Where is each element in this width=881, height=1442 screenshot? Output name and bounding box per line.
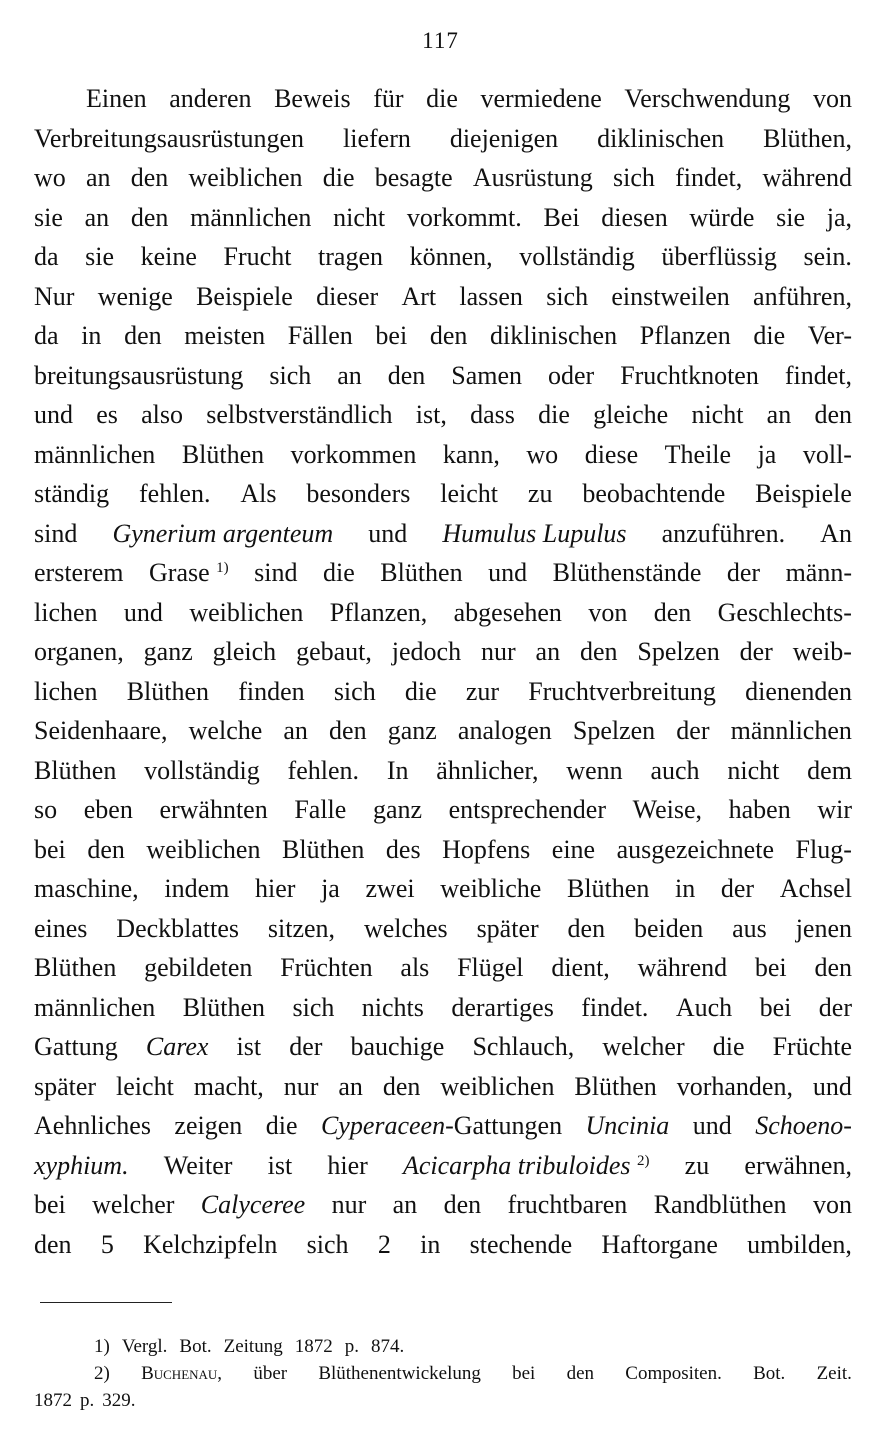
text-line: Seidenhaare, welche an den ganz analogen Spelzen der männlichen — [34, 716, 852, 745]
text-line: organen, ganz gleich gebaut, jedoch nur an den Spelzen der weib- — [34, 637, 852, 666]
text-line: xyphium. Weiter ist hier Acicarpha tribuloides $^{2)}$ zu erwähnen, — [34, 1146, 852, 1186]
body-text — [34, 79, 852, 1264]
text-line: Verbreitungsausrüstungen liefern diejenigen diklinischen Blüthen, — [34, 123, 852, 153]
text-line: den 5 Kelchzipfeln sich 2 in stechende Haftorgane umbilden, — [34, 1229, 852, 1259]
text-line: sie an den männlichen nicht vorkommt. Bei diesen würde sie ja, — [34, 202, 852, 232]
text-line: da sie keine Frucht tragen können, vollständig überflüssig sein. — [34, 242, 852, 271]
species-name: Acicarpha tribuloides — [403, 1150, 631, 1180]
footnote-1: 1) Vergl. Bot. Zeitung 1872 p. 874. — [94, 1336, 405, 1357]
text-line: männlichen Blüthen vorkommen kann, wo diese Theile ja voll- — [34, 439, 852, 469]
text-line: breitungsausrüstung sich an den Samen oder Fruchtknoten findet, — [34, 360, 852, 390]
text-line: da in den meisten Fällen bei den diklinischen Pflanzen die Ver- — [34, 321, 852, 350]
text-line: und es also selbstverständlich ist, dass die gleiche nicht an den — [34, 400, 852, 429]
species-name: Carex — [145, 1032, 209, 1061]
text-line: ständig fehlen. Als besonders leicht zu beobachtende Beispiele — [34, 479, 852, 508]
text-line: Nur wenige Beispiele dieser Art lassen sich einstweilen anführen, — [34, 281, 852, 311]
text-line: männlichen Blüthen sich nichts derartiges findet. Auch bei der — [34, 992, 852, 1022]
text-line: so eben erwähnten Falle ganz entsprechender Weise, haben wir — [34, 795, 852, 824]
species-name: Uncinia — [585, 1111, 670, 1140]
species-name: Gynerium argenteum — [112, 518, 334, 548]
text-line: eines Deckblattes sitzen, welches später den beiden aus jenen — [34, 913, 852, 943]
text-line: lichen Blüthen finden sich die zur Fruchtverbreitung dienenden — [34, 676, 852, 706]
page-number: 117 — [422, 28, 459, 53]
footnotes — [34, 1333, 852, 1414]
text-line: maschine, indem hier ja zwei weibliche Blüthen in der Achsel — [34, 874, 852, 903]
author-name: Buchenau, — [141, 1363, 223, 1384]
species-name: Schoeno- — [755, 1111, 852, 1140]
text-line: Blüthen gebildeten Früchten als Flügel dient, während bei den — [34, 953, 852, 982]
text-line: wo an den weiblichen die besagte Ausrüstung sich findet, während — [34, 163, 852, 192]
text-line: Gattung Carex ist der bauchige Schlauch, welcher die Früchte — [34, 1027, 852, 1067]
species-name: Cyperaceen — [320, 1111, 446, 1140]
species-name: xyphium. — [34, 1150, 129, 1180]
footnote-2: 2) Buchenau, über Blüthenentwickelung bei den Compositen. Bot. Zeit. — [34, 1360, 852, 1387]
species-name: Calyceree — [200, 1190, 306, 1219]
text-line: später leicht macht, nur an den weiblichen Blüthen vorhanden, und — [34, 1071, 852, 1101]
text-line: sind Gynerium argenteum und Humulus Lupulus anzuführen. An — [34, 514, 852, 554]
text-line: Einen anderen Beweis für die vermiedene Verschwendung von — [86, 84, 852, 113]
species-name: Humulus Lupulus — [442, 518, 627, 548]
text-line: bei welcher Calyceree nur an den fruchtbaren Randblüthen von — [34, 1185, 852, 1225]
footnote-divider — [40, 1302, 172, 1303]
footnote-ref-1: 1) — [216, 560, 229, 576]
footnote-ref-2: 2) — [636, 1152, 650, 1169]
text-line: ersterem Grase $^{1)}$ sind die Blüthen und Blüthenstände der männ- — [34, 558, 852, 587]
text-line: Blüthen vollständig fehlen. In ähnlicher, wenn auch nicht dem — [34, 755, 852, 785]
footnote-2-continued: 1872 p. 329. — [34, 1390, 136, 1411]
text-line: lichen und weiblichen Pflanzen, abgesehen von den Geschlechts- — [34, 597, 852, 627]
text-line: Aehnliches zeigen die Cyperaceen-Gattungen Uncinia und Schoeno- — [34, 1106, 852, 1146]
text-line: bei den weiblichen Blüthen des Hopfens eine ausgezeichnete Flug- — [34, 834, 852, 864]
